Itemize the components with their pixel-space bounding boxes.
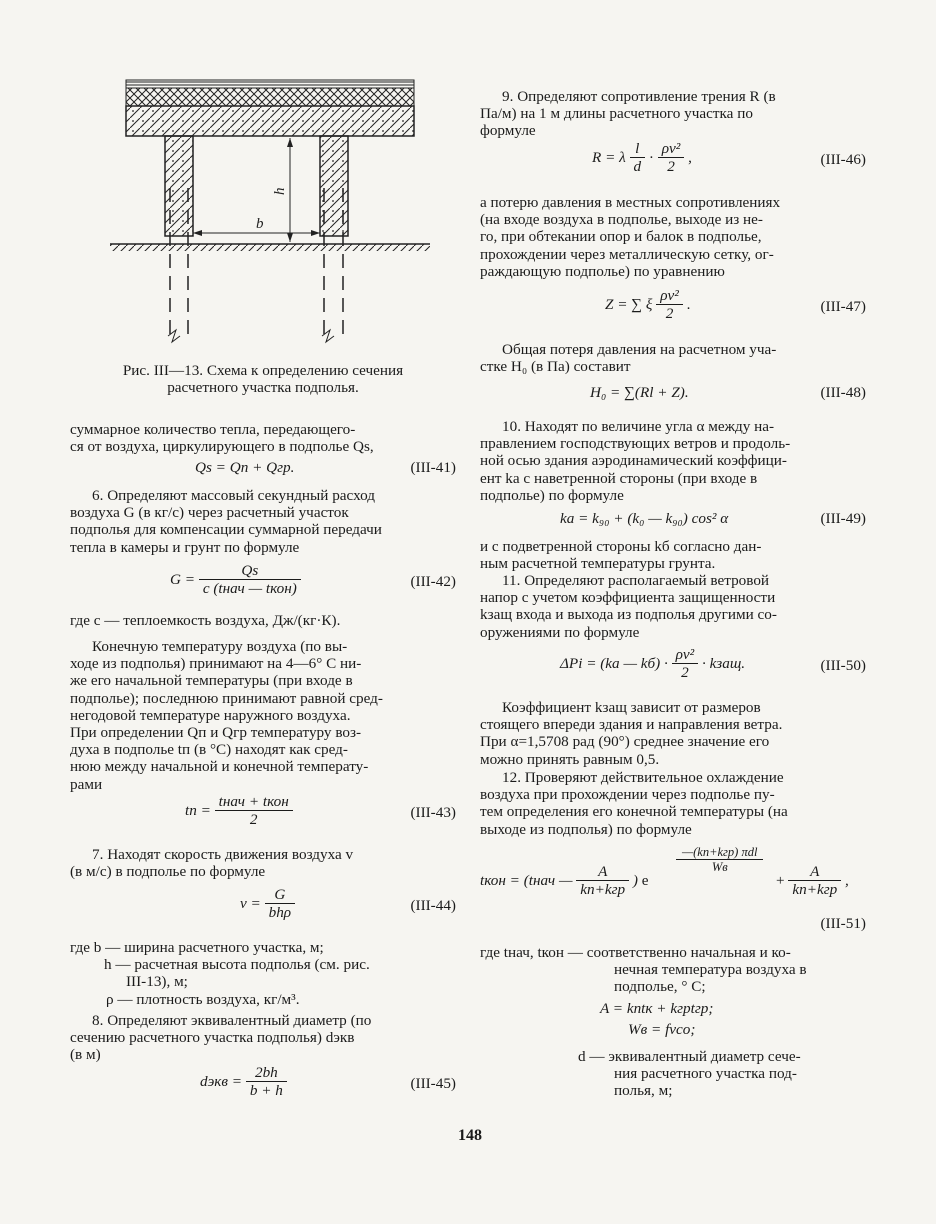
figure-iii-13 bbox=[110, 78, 430, 348]
page-number: 148 bbox=[458, 1127, 482, 1144]
paragraph-total-loss: Общая потеря давления на расчетном уча- стке H₀ (в Па) составит bbox=[480, 341, 777, 376]
paragraph-protection-coefficient: Коэффициент kзащ зависит от размеров стоящего впереди здания и направления ветра. При α=1,5708 рад (90°) среднее значение его можно принять равным 0,5. bbox=[480, 699, 783, 768]
equation-iii-49: kа = k₉₀ + (k₀ — k₉₀) cos² α (III-49) bbox=[560, 510, 866, 527]
equation-iii-41: Qs = Qп + Qгр. (III-41) bbox=[195, 459, 456, 476]
paragraph-11: 11. Определяют располагаемый ветровой напор с учетом коэффициента защищенности kзащ входа и выхода из подполья другими со- оружениями по формуле bbox=[480, 572, 777, 641]
dimension-h-label: h bbox=[272, 187, 288, 195]
ground-hatch bbox=[110, 244, 430, 251]
equation-iii-47: Z = ∑ ξ $\frac{\text{ρv²}}{2}$ . (III-47) bbox=[605, 287, 866, 323]
dimension-b-label: b bbox=[256, 216, 264, 232]
figure-caption: Рис. III—13. Схема к определению сечения расчетного участка подполья. bbox=[122, 362, 404, 397]
insulation-layer bbox=[126, 88, 414, 106]
paragraph-7: 7. Находят скорость движения воздуха v (в м/с) в подполье по формуле bbox=[70, 846, 354, 881]
definitions-t-A-W-d: где tнач, tкон — соответственно начальная и ко- нечная температура воздуха в подполье, ° С; A = kпtк + kгрtгр; Wв = fvcо; d — эквивалентный диаметр сече- ния расчетного участка под- полья, м; bbox=[480, 944, 807, 1100]
paragraph-local-losses: а потерю давления в местных сопротивлениях (на входе воздуха в подполье, выходе из не- го, при обтекании опор и балок в подполье, прохождении через металлическую сетку, ог- раждающую подполье) по уравнению bbox=[480, 194, 781, 280]
paragraph-10-leeward: и с подветренной стороны kб согласно дан- ным расчетной температуры грунта. bbox=[480, 538, 762, 573]
definition-c: где c — теплоемкость воздуха, Дж/(кг·К). bbox=[70, 612, 341, 629]
paragraph-9: 9. Определяют сопротивление трения R (в Па/м) на 1 м длины расчетного участка по формуле bbox=[480, 88, 776, 140]
equation-iii-44: v = $\frac{G}{\text{bhρ}}$ (III-44) bbox=[240, 886, 456, 922]
paragraph-10: 10. Находят по величине угла α между на- правлением господствующих ветров и продоль- ной осью здания аэродинамический коэффици- ент kа с наветренной стороны (при входе в подполье) по формуле bbox=[480, 418, 791, 504]
floor-top-layer bbox=[126, 80, 414, 88]
equation-iii-46: R = λ $\frac{l}{d}$ · $\frac{\text{ρv²}}{2}$ , (III-46) bbox=[592, 140, 866, 176]
equation-iii-48: H₀ = ∑(Rl + Z). (III-48) bbox=[590, 384, 866, 401]
floor-slab bbox=[126, 106, 414, 136]
paragraph-8: 8. Определяют эквивалентный диаметр (по сечению расчетного участка подполья) dэкв (в м) bbox=[70, 1012, 372, 1064]
equation-iii-42: G = $\frac{Qs}{\text{c (tнач — tкон)}}$ (III-42) bbox=[170, 562, 456, 598]
equation-iii-45: dэкв = $\frac{2bh}{b + h}$ (III-45) bbox=[200, 1064, 456, 1100]
paragraph-12: 12. Проверяют действительное охлаждение воздуха при прохождении через подполье пу- тем определения его конечной температуры (на выходе из подполья) по формуле bbox=[480, 769, 788, 838]
definitions-b-h-rho: где b — ширина расчетного участка, м; h — расчетная высота подполья (см. рис. III-13), м; ρ — плотность воздуха, кг/м³. bbox=[70, 939, 370, 1008]
paragraph-6: 6. Определяют массовый секундный расход воздуха G (в кг/с) через расчетный участок подполья для компенсации суммарной передачи тепла в камеры и грунт по формуле bbox=[70, 487, 382, 556]
support-column-left bbox=[165, 136, 193, 236]
paragraph-final-temperature: Конечную температуру воздуха (по вы- ходе из подполья) принимают на 4—6° С ни- же его начальной температуры (при входе в подполье); последнюю принимают равной сред- негодовой температуре наружного воздуха. При определении Qп и Qгр температуру воз- духа в подполье tп (в °C) находят как сред- нюю между начальной и конечной температу- рами bbox=[70, 638, 383, 793]
equation-iii-51: tкон = (tнач — $\frac{A}{\text{kп+kгр}}$ ) e —(kп+kгр) πdl Wв + $\frac{A}{\text{kп+kгр}}$ , (III-51) bbox=[480, 845, 866, 932]
paragraph-total-heat: суммарное количество тепла, передающего- ся от воздуха, циркулирующего в подполье Qs, bbox=[70, 421, 374, 456]
equation-iii-50: ΔPi = (kа — kб) · $\frac{\text{ρv²}}{2}$ · kзащ. (III-50) bbox=[560, 646, 866, 682]
equation-iii-43: tп = $\frac{\text{tнач + tкон}}{2}$ (III-43) bbox=[185, 793, 456, 829]
